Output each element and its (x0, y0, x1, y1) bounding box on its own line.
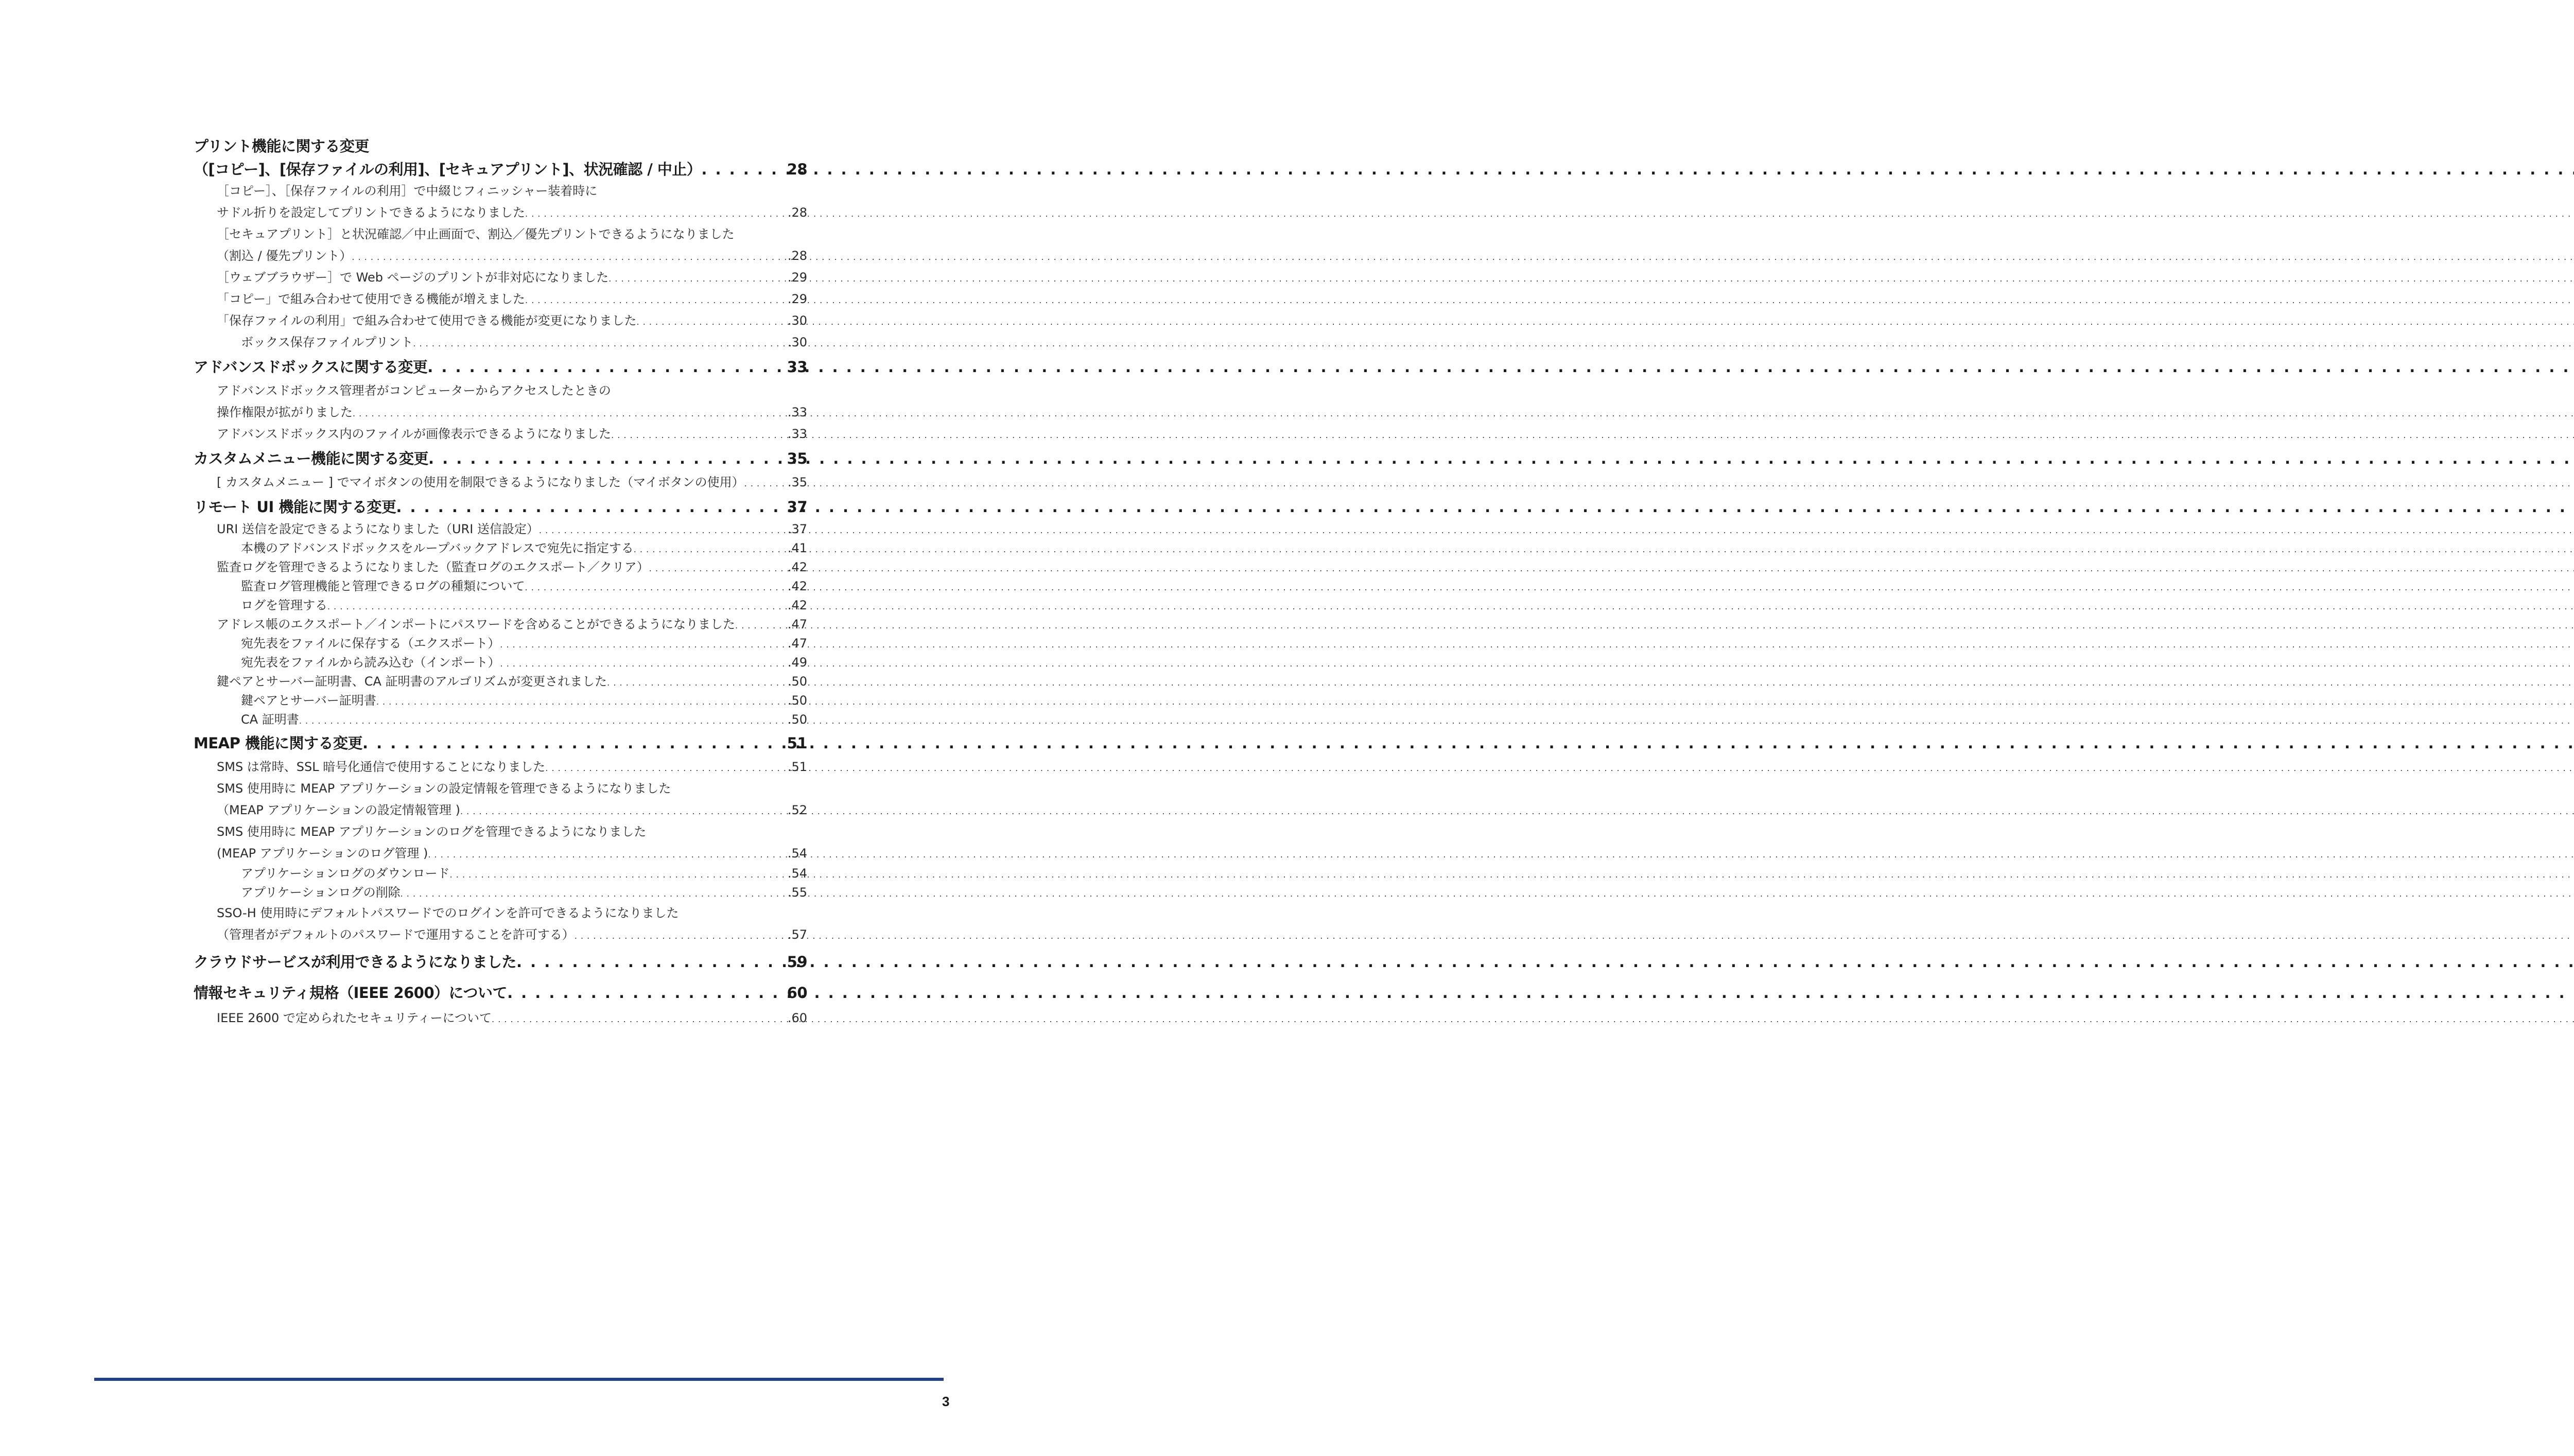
toc-item[interactable] (194, 924, 807, 945)
toc-item-page: .55 (787, 885, 807, 900)
toc-item-page: .57 (787, 927, 807, 942)
toc-item-title: ［コピー］、［保存ファイルの利用］で中綴じフィニッシャー装着時に (217, 184, 598, 198)
toc-item[interactable] (194, 1007, 807, 1029)
dot-leader (396, 494, 787, 520)
toc-entry-page: 33 (787, 358, 807, 376)
dot-leader (516, 946, 787, 977)
toc-item-page: .54 (787, 846, 807, 861)
toc-item-title: アプリケーションログの削除 (241, 885, 401, 900)
toc-item-page: .33 (787, 405, 807, 419)
toc-item-line[interactable] (194, 778, 807, 799)
dot-leader (744, 471, 788, 495)
toc-item-title: 本機のアドバンスドボックスをループバックアドレスで宛先に指定する (241, 541, 634, 555)
toc-item-title: サドル折りを設定してプリントできるようになりました (217, 205, 526, 220)
toc-item[interactable] (194, 799, 807, 821)
toc-item-page: .42 (787, 598, 807, 612)
toc-item-page: .30 (787, 313, 807, 328)
dot-leader (701, 159, 787, 180)
toc-item[interactable] (194, 267, 807, 288)
toc-heading-title: プリント機能に関する変更 (194, 137, 369, 155)
toc-entry-title: 情報セキュリティ規格（IEEE 2600）について (194, 984, 508, 1002)
dot-leader (608, 267, 788, 290)
toc-item[interactable] (194, 520, 807, 539)
dot-leader (427, 354, 787, 380)
dot-leader (460, 799, 788, 822)
toc-subitem[interactable] (194, 883, 807, 902)
toc-item-title: ボックス保存ファイルプリント (241, 335, 413, 349)
toc-item[interactable] (194, 756, 807, 778)
dot-leader (353, 401, 788, 425)
toc-subitem[interactable] (194, 596, 807, 615)
toc-item-title: （MEAP アプリケーションの設定情報管理 ) (217, 803, 460, 817)
toc-item-page: .42 (787, 579, 807, 593)
toc-subitem[interactable] (194, 634, 807, 653)
toc-item-page: .28 (787, 249, 807, 263)
dot-leader (428, 843, 787, 866)
toc-item-title: SMS 使用時に MEAP アプリケーションのログを管理できるようになりました (217, 825, 647, 839)
footer-rule (94, 1378, 944, 1381)
toc-item-line[interactable] (194, 902, 807, 924)
toc-item[interactable] (194, 672, 807, 691)
dot-leader (413, 331, 788, 355)
toc-subitem[interactable] (194, 577, 807, 596)
toc-entry-page: 35 (787, 450, 807, 467)
toc-item-page: .30 (787, 335, 807, 349)
toc-item-title: アプリケーションログのダウンロード (241, 866, 450, 881)
dot-leader (376, 691, 788, 711)
toc-item-line[interactable] (194, 180, 807, 202)
toc-item[interactable] (194, 202, 807, 223)
page-number: 3 (942, 1394, 950, 1409)
toc-subitem[interactable] (194, 653, 807, 672)
toc-subitem[interactable] (194, 539, 807, 558)
toc-entry-remote-ui[interactable] (194, 494, 807, 520)
dot-leader (401, 883, 788, 903)
toc-item-page: .51 (787, 760, 807, 774)
toc-heading-print[interactable] (194, 135, 807, 155)
toc-item-title: アドバンスドボックス内のファイルが画像表示できるようになりました (217, 427, 612, 441)
dot-leader (735, 615, 788, 635)
toc-item-title: 宛先表をファイルから読み込む（インポート） (241, 655, 500, 670)
toc-item[interactable] (194, 245, 807, 267)
dot-leader (500, 634, 788, 654)
toc-item-page: .50 (787, 674, 807, 689)
toc-item[interactable] (194, 288, 807, 310)
toc-item-title: アドレス帳のエクスポート／インポートにパスワードを含めることができるようになりました (217, 617, 736, 631)
dot-leader (634, 539, 788, 559)
toc-entry-security[interactable] (194, 978, 807, 1007)
toc-item[interactable] (194, 615, 807, 634)
toc-item-page: .29 (787, 270, 807, 285)
toc-item-title: 「保存ファイルの利用」で組み合わせて使用できる機能が変更になりました (217, 313, 637, 328)
toc-item-page: .41 (787, 541, 807, 555)
dot-leader (649, 558, 788, 578)
toc-subitem[interactable] (194, 691, 807, 710)
dot-leader (362, 730, 787, 756)
toc-item-page: .47 (787, 617, 807, 631)
toc-entry-page: 51 (787, 734, 807, 752)
toc-entry-title: MEAP 機能に関する変更 (194, 734, 362, 752)
toc-item-title: 鍵ペアとサーバー証明書 (241, 693, 376, 708)
toc-item-title: アドバンスドボックス管理者がコンピューターからアクセスしたときの (217, 383, 611, 398)
toc-item[interactable] (194, 843, 807, 864)
dot-leader (607, 672, 788, 692)
toc-item-title: ［セキュアプリント］と状況確認／中止画面で、割込／優先プリントできるようになりました (217, 227, 735, 241)
toc-item-title: SSO-H 使用時にデフォルトパスワードでのログインを許可できるようになりました (217, 906, 679, 920)
toc-item-line[interactable] (194, 380, 807, 401)
toc-item-page: .29 (787, 292, 807, 306)
toc-item[interactable] (194, 558, 807, 577)
toc-entry-title: アドバンスドボックスに関する変更 (194, 358, 428, 376)
toc-entry-title: クラウドサービスが利用できるようになりました (194, 953, 517, 971)
dot-leader (299, 710, 788, 730)
toc-item-title: ［ウェブブラウザー］で Web ページのプリントが非対応になりました (217, 270, 609, 285)
toc-item[interactable] (194, 401, 807, 423)
toc-entry-meap[interactable] (194, 730, 807, 756)
toc-item-page: .50 (787, 712, 807, 727)
toc-item-title: 操作権限が拡がりました (217, 405, 353, 419)
toc-subitem[interactable] (194, 710, 807, 729)
dot-leader (428, 446, 787, 471)
toc-item-title: URI 送信を設定できるようになりました（URI 送信設定） (217, 522, 539, 536)
toc-entry-advanced-box[interactable] (194, 354, 807, 380)
toc-entry-title: カスタムメニュー機能に関する変更 (194, 450, 429, 467)
toc-item-title: SMS は常時、SSL 暗号化通信で使用することになりました (217, 760, 546, 774)
toc-entry-custom-menu[interactable] (194, 446, 807, 471)
dot-leader (525, 288, 788, 311)
toc-item-title: 鍵ペアとサーバー証明書、CA 証明書のアルゴリズムが変更されました (217, 674, 607, 689)
toc-item-title: （割込 / 優先プリント） (217, 249, 352, 263)
toc-item-page: .47 (787, 636, 807, 651)
dot-leader (507, 978, 787, 1007)
dot-leader (492, 1007, 788, 1030)
toc-item-title: ログを管理する (241, 598, 327, 612)
toc-item-title: CA 証明書 (241, 712, 299, 727)
toc-entry-page: 37 (787, 498, 807, 516)
toc-entry-page: 59 (787, 953, 807, 971)
toc-item-page: .50 (787, 693, 807, 708)
toc-item-page: .60 (787, 1011, 807, 1025)
toc-entry-title: （[コピー]、[保存ファイルの利用]、[セキュアプリント]、状況確認 / 中止） (194, 161, 702, 178)
toc-item-title: SMS 使用時に MEAP アプリケーションの設定情報を管理できるようになりました (217, 781, 671, 796)
toc-item-page: .42 (787, 560, 807, 574)
toc-item-title: 監査ログ管理機能と管理できるログの種類について (241, 579, 525, 593)
toc-item-line[interactable] (194, 821, 807, 843)
toc-item[interactable] (194, 310, 807, 331)
toc-entry-title: リモート UI 機能に関する変更 (194, 498, 396, 516)
toc-item-page: .49 (787, 655, 807, 670)
table-of-contents (194, 135, 807, 1029)
toc-item-title: [ カスタムメニュー ] でマイボタンの使用を制限できるようになりました（マイボタンの使用） (217, 475, 744, 489)
toc-entry-page: 28 (787, 161, 807, 178)
toc-item-title: (MEAP アプリケーションのログ管理 ) (217, 846, 428, 861)
dot-leader (575, 924, 788, 947)
toc-item-page: .37 (787, 522, 807, 536)
toc-item-title: IEEE 2600 で定められたセキュリティーについて (217, 1011, 492, 1025)
toc-item-title: 「コピー」で組み合わせて使用できる機能が増えました (217, 292, 526, 306)
toc-item-title: 監査ログを管理できるようになりました（監査ログのエクスポート／クリア） (217, 560, 649, 574)
toc-item[interactable] (194, 471, 807, 493)
dot-leader (525, 202, 788, 225)
toc-subitem[interactable] (194, 864, 807, 883)
dot-leader (525, 577, 788, 597)
dot-leader (500, 653, 788, 673)
toc-item-page: .35 (787, 475, 807, 489)
dot-leader (545, 756, 788, 779)
toc-item[interactable] (194, 423, 807, 445)
toc-subitem[interactable] (194, 331, 807, 353)
dot-leader (539, 520, 788, 540)
toc-entry-page: 60 (787, 984, 807, 1002)
dot-leader (611, 423, 788, 446)
toc-item-page: .52 (787, 803, 807, 817)
toc-item-title: （管理者がデフォルトのパスワードで運用することを許可する） (217, 927, 575, 942)
toc-item-page: .28 (787, 205, 807, 220)
dot-leader (450, 864, 788, 884)
toc-item-title: 宛先表をファイルに保存する（エクスポート） (241, 636, 500, 651)
dot-leader (352, 245, 787, 268)
dot-leader (327, 596, 788, 616)
toc-entry-print[interactable] (194, 159, 807, 180)
toc-item-page: .33 (787, 427, 807, 441)
dot-leader (637, 310, 788, 333)
toc-item-line[interactable] (194, 223, 807, 245)
toc-entry-cloud[interactable] (194, 946, 807, 977)
toc-item-page: .54 (787, 866, 807, 881)
